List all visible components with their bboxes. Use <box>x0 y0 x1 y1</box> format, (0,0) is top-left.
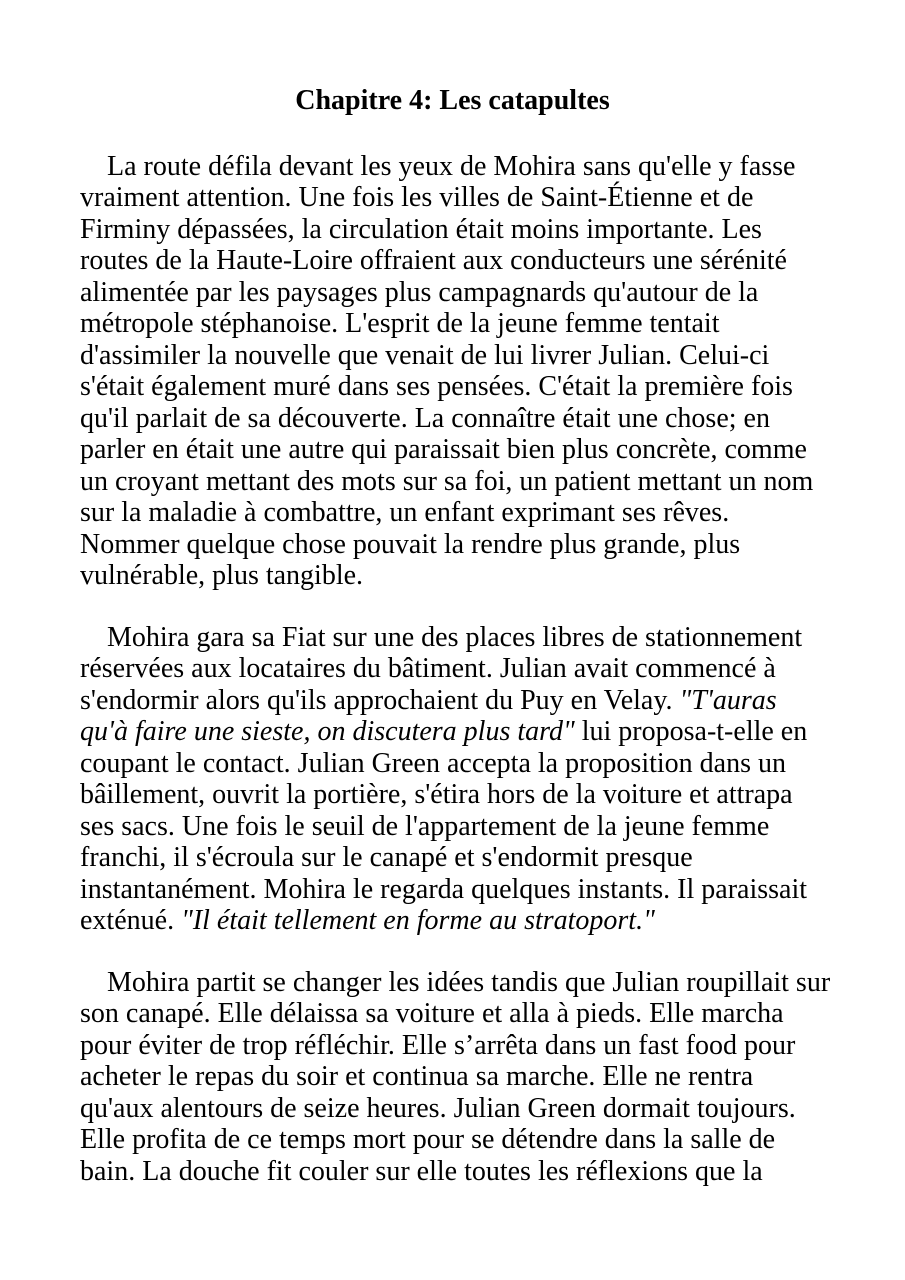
text-segment: acheter le repas du soir et continua sa marche. Elle ne rentra <box>80 1061 754 1092</box>
text-segment: sur la maladie à combattre, un enfant exprimant ses rêves. <box>80 497 730 528</box>
chapter-title: Chapitre 4: Les catapultes <box>295 85 610 116</box>
text-segment: Firminy dépassées, la circulation était moins importante. Les <box>80 213 762 245</box>
text-segment: bâillement, ouvrit la portière, s'étira hors de la voiture et attrapa <box>80 779 793 810</box>
text-line <box>80 1124 905 1156</box>
text-line <box>80 182 905 214</box>
text-line <box>80 466 905 498</box>
text-segment: métropole stéphanoise. L'esprit de la jeune femme tentait <box>80 308 720 339</box>
text-line <box>80 779 905 811</box>
text-line <box>80 874 905 906</box>
text-segment: alimentée par les paysages plus campagnards qu'autour de la <box>80 276 759 308</box>
text-segment: vulnérable, plus tangible. <box>80 560 364 591</box>
text-segment: coupant le contact. Julian Green accepta la proposition dans un <box>80 747 786 779</box>
text-segment: s'endormir alors qu'ils approchaient du Puy en Velay. <box>80 684 680 716</box>
text-line <box>80 560 905 592</box>
text-segment: instantanément. Mohira le regarda quelques instants. Il paraissait <box>80 873 808 905</box>
text-segment: La route défila devant les yeux de Mohira sans qu'elle y fasse <box>107 150 796 182</box>
paragraph <box>80 967 905 1188</box>
text-line <box>80 340 905 372</box>
paragraph <box>80 622 905 937</box>
text-line <box>80 622 905 654</box>
italic-text-segment: qu'à faire une sieste, on discutera plus tard" <box>80 716 575 747</box>
text-segment: d'assimiler la nouvelle que venait de lui livrer Julian. Celui-ci <box>80 339 770 371</box>
text-segment: bain. La douche fit couler sur elle toutes les réflexions que la <box>80 1155 763 1187</box>
text-line <box>80 685 905 717</box>
text-segment: réservées aux locataires du bâtiment. Julian avait commencé à <box>80 653 776 684</box>
text-line <box>80 967 905 999</box>
text-segment: son canapé. Elle délaissa sa voiture et alla à pieds. Elle marcha <box>80 998 784 1029</box>
text-segment: Mohira gara sa Fiat sur une des places libres de stationnement <box>107 621 803 653</box>
document-body <box>80 151 905 1188</box>
text-line <box>80 497 905 529</box>
text-line <box>80 842 905 874</box>
text-segment: pour éviter de trop réfléchir. Elle s’arrêta dans un fast food pour <box>80 1029 796 1061</box>
italic-text-segment: "Il était tellement en forme au stratoport." <box>181 905 655 936</box>
text-segment: lui proposa-t-elle en <box>574 716 808 747</box>
text-line <box>80 277 905 309</box>
text-segment: s'était également muré dans ses pensées. C'était la première fois <box>80 371 793 402</box>
text-line <box>80 214 905 246</box>
text-line <box>80 403 905 435</box>
text-segment: routes de la Haute-Loire offraient aux conducteurs une sérénité <box>80 245 787 276</box>
text-line <box>80 434 905 466</box>
text-line <box>80 529 905 561</box>
text-line <box>80 151 905 183</box>
text-segment: qu'il parlait de sa découverte. La connaître était une chose; en <box>80 402 770 434</box>
text-line <box>80 1093 905 1125</box>
text-segment: Mohira partit se changer les idées tandis que Julian roupillait sur <box>107 966 831 998</box>
text-segment: Elle profita de ce temps mort pour se détendre dans la salle de <box>80 1124 776 1155</box>
paragraph <box>80 151 905 592</box>
text-line <box>80 245 905 277</box>
text-line <box>80 748 905 780</box>
text-segment: qu'aux alentours de seize heures. Julian Green dormait toujours. <box>80 1092 796 1124</box>
text-segment: un croyant mettant des mots sur sa foi, un patient mettant un nom <box>80 465 814 497</box>
text-line <box>80 1061 905 1093</box>
text-segment: ses sacs. Une fois le seuil de l'appartement de la jeune femme <box>80 810 770 842</box>
text-segment: parler en était une autre qui paraissait bien plus concrète, comme <box>80 434 807 465</box>
text-line <box>80 905 905 937</box>
text-line <box>80 1030 905 1062</box>
text-line <box>80 811 905 843</box>
text-segment: franchi, il s'écroula sur le canapé et s'endormit presque <box>80 842 693 873</box>
italic-text-segment: "T'auras <box>679 684 777 716</box>
text-segment: vraiment attention. Une fois les villes de Saint-Étienne et de <box>80 182 754 213</box>
text-line <box>80 653 905 685</box>
text-line <box>80 1156 905 1188</box>
text-segment: exténué. <box>80 905 182 936</box>
text-segment: Nommer quelque chose pouvait la rendre plus grande, plus <box>80 528 741 560</box>
text-line <box>80 716 905 748</box>
text-line <box>80 998 905 1030</box>
text-line <box>80 308 905 340</box>
text-line <box>80 371 905 403</box>
